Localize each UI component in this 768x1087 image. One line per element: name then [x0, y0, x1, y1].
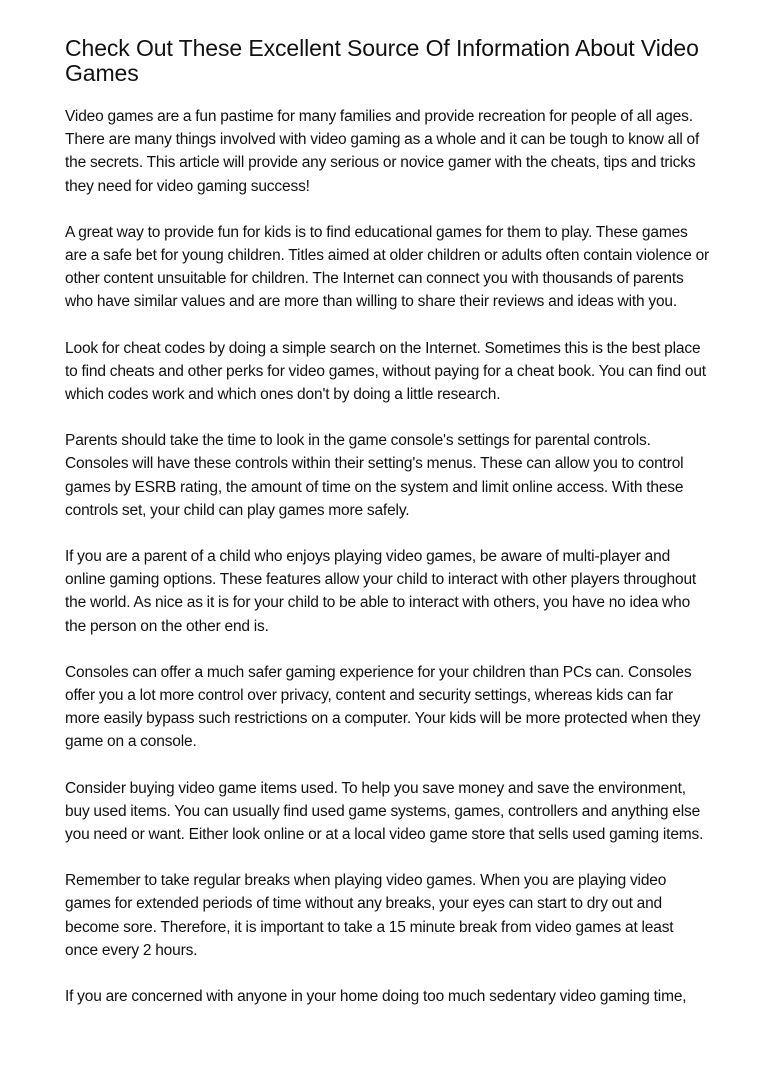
paragraph-7: Consider buying video game items used. To help you save money and save the environment, buy used items. You can usually find used game systems, games, controllers and anything else you need or want. Either look online or at a local video game store that sells used gaming items.: [65, 779, 704, 844]
paragraph-3: Look for cheat codes by doing a simple search on the Internet. Sometimes this is the best place to find cheats and other perks for video games, without paying for a cheat book. You can find out which codes work and which ones don't by doing a little research.: [65, 339, 706, 404]
paragraph-4: Parents should take the time to look in the game console's settings for parental controls. Consoles will have these controls within their setting's menus. These can allow you to control games by ESRB rating, the amount of time on the system and limit online access. With these controls set, your child can play games more safely.: [65, 432, 684, 519]
paragraph-9: If you are concerned with anyone in your home doing too much sedentary video gaming time,: [65, 988, 687, 1006]
paragraph-8: Remember to take regular breaks when playing video games. When you are playing video games for extended periods of time without any breaks, your eyes can start to dry out and become sore. Therefore, it is important to take a 15 minute break from video games at least once every 2 hours.: [65, 872, 674, 959]
paragraph-5: If you are a parent of a child who enjoys playing video games, be aware of multi-player and online gaming options. These features allow your child to interact with other players throughout the world. As nice as it is for your child to be able to interact with others, you have no idea who the person on the other end is.: [65, 548, 697, 635]
paragraph-1: Video games are a fun pastime for many families and provide recreation for people of all ages. There are many things involved with video gaming as a whole and it can be tough to know all of the secrets. This article will provide any serious or novice gamer with the cheats, tips and tricks they need for video gaming success!: [65, 108, 700, 195]
paragraph-6: Consoles can offer a much safer gaming experience for your children than PCs can. Consoles offer you a lot more control over privacy, content and security settings, whereas kids can far more easily bypass such restrictions on a computer. Your kids will be more protected when they game on a console.: [65, 663, 701, 751]
document-title: Check Out These Excellent Source Of Information About Video Games: [65, 35, 699, 86]
document-page: [65, 36, 710, 1031]
paragraph-2: A great way to provide fun for kids is to find educational games for them to play. These games are a safe bet for young children. Titles aimed at older children or adults often contain violence or other content unsuitable for children. The Internet can connect you with thousands of parents who have similar values and are more than willing to share their reviews and ideas with you.: [65, 223, 710, 311]
